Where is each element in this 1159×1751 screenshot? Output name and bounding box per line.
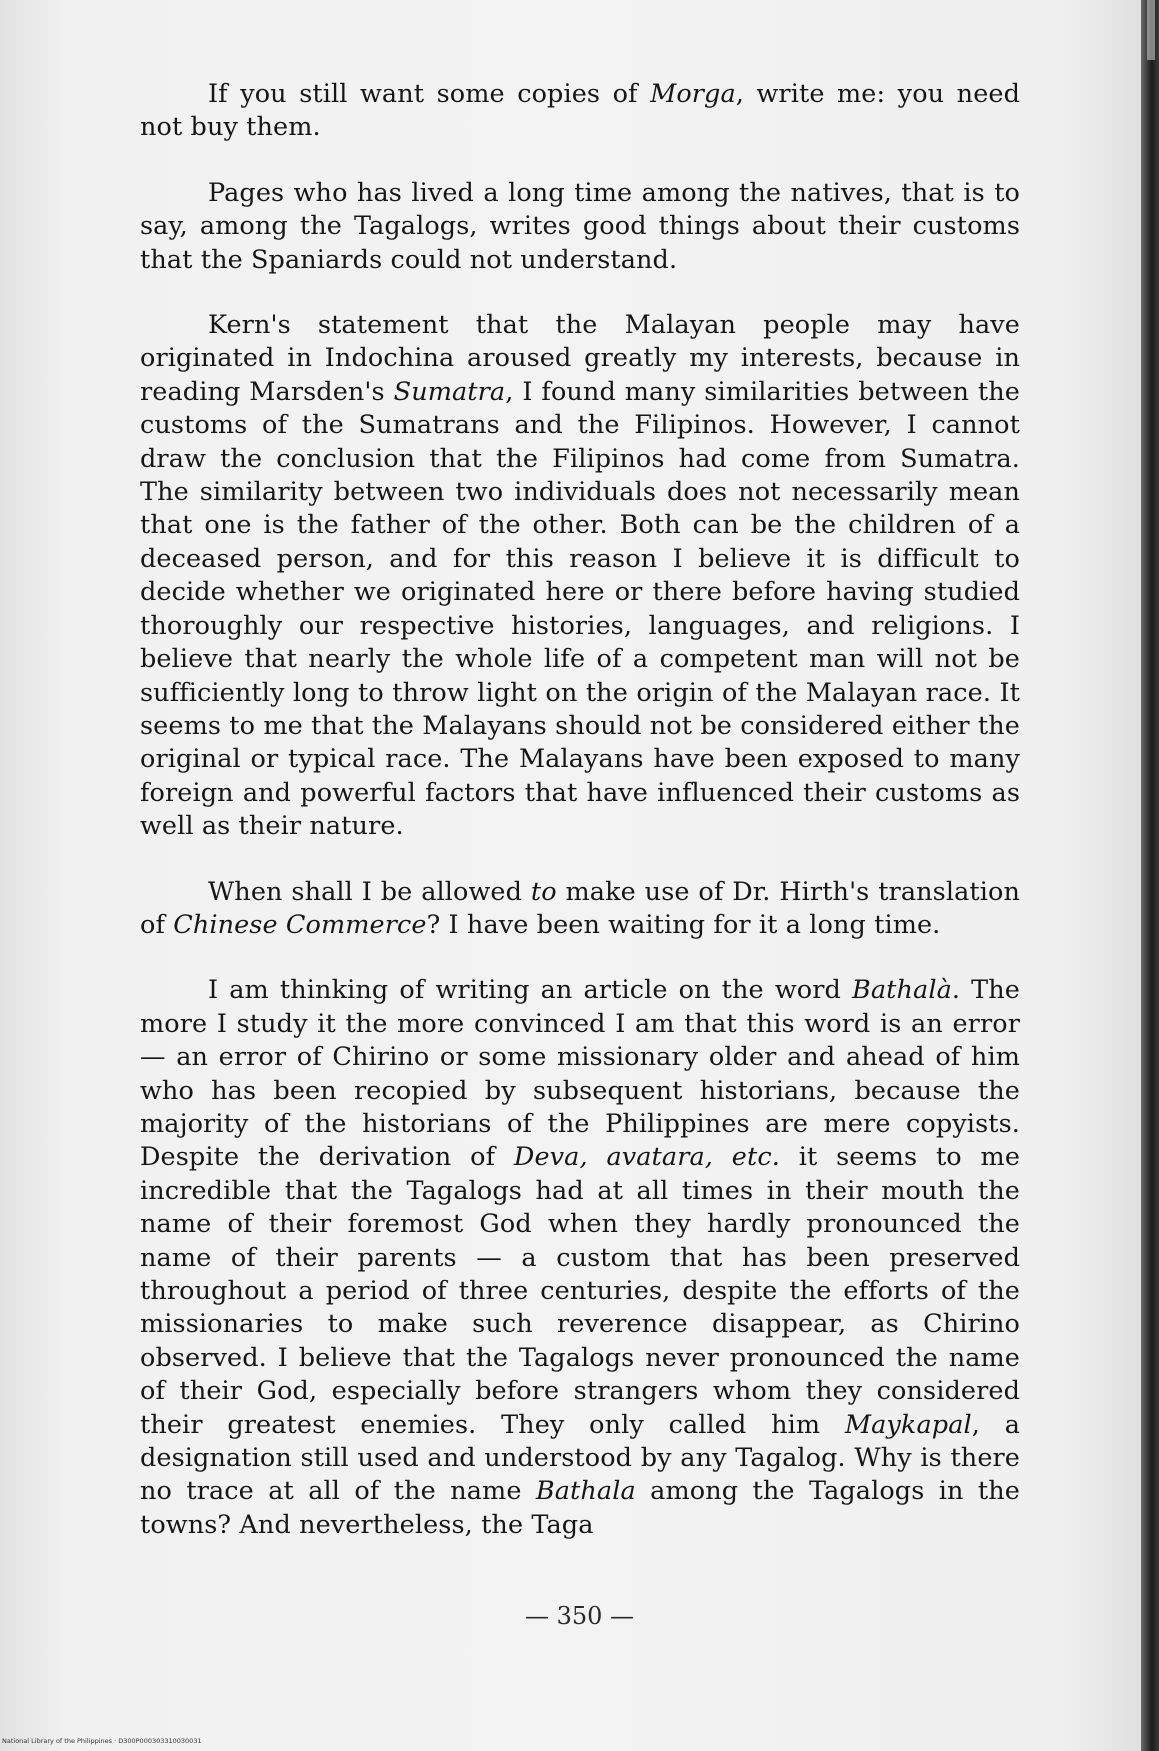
text-run: ? I have been waiting for it a long time. [426, 909, 941, 940]
italic-text: Chinese Commerce [173, 909, 427, 940]
text-run: Pages who has lived a long time among the natives, that is to say, among the Tagalogs, writes good things about their customs that the Spaniards could not understand. [140, 177, 1020, 275]
italic-text: Deva, avatara, etc. [513, 1142, 780, 1173]
archive-footer-note: National Library of the Philippines · D300P000303310030031 [2, 1737, 202, 1745]
text-run: If you still want some copies of [208, 79, 651, 109]
text-run: I am thinking of writing an article on the word [208, 975, 852, 1006]
text-run: it seems to me incredible that the Tagalogs had at all times in their mouth the name of their foremost God when they hardly pronounced the name of their parents — a custom that has been preserved throughout a period of three centuries, despite the efforts of the missionaries to make such reverence disappear, as Chirino observed. I believe that the Tagalogs never pronounced the name of their God, especially before strangers whom they considered their greatest enemies. They only called him [140, 1142, 1021, 1440]
text-run: When shall I be allowed [208, 876, 531, 907]
paragraph-2 [140, 177, 1020, 277]
italic-text: Sumatra [393, 376, 506, 407]
italic-text: Bathala [535, 1476, 636, 1507]
text-run: , write me: you need not buy them. [140, 79, 1020, 143]
text-run: make use of Dr. Hirth's translation of [140, 876, 1020, 940]
paragraph-4 [140, 876, 1020, 943]
text-run: , I found many similarities between the customs of the Sumatrans and the Filipinos. However, I cannot draw the conclusion that the Filipinos had come from Sumatra. The similarity between two individuals does not necessarily mean that one is the father of the other. Both can be the children of a deceased person, and for this reason I believe it is difficult to decide whether we originated here or there before having studied thoroughly our respective histories, languages, and religions. I believe that nearly the whole life of a competent man will not be sufficiently long to throw light on the origin of the Malayan race. It seems to me that the Malayans should not be considered either the original or typical race. The Malayans have been exposed to many foreign and powerful factors that have influenced their customs as well as their nature. [140, 376, 1020, 842]
paragraph-1 [140, 78, 1020, 145]
paragraph-5 [140, 974, 1020, 1542]
scan-edge-mark [1147, 0, 1155, 60]
paragraph-3 [140, 309, 1020, 844]
text-run: , a designation still used and understood by any Tagalog. Why is there no trace at all of the name [140, 1409, 1020, 1507]
text-run: among the Tagalogs in the towns? And nevertheless, the Taga [140, 1476, 1020, 1540]
italic-text: Bathalà [852, 975, 952, 1006]
document-body [140, 78, 1020, 1574]
italic-text: Maykapal [844, 1409, 972, 1440]
italic-text: Morga [650, 79, 736, 109]
scan-edge-shadow [1141, 0, 1159, 1751]
text-run: . The more I study it the more convinced I am that this word is an error — an error of Chirino or some missionary older and ahead of him who has been recopied by subsequent historians, because the majority of the historians of the Philippines are mere copyists. Despite the derivation of [140, 975, 1020, 1173]
page-number: — 350 — [524, 1602, 635, 1630]
text-run: Kern's statement that the Malayan people may have originated in Indochina aroused greatly my interests, because in reading Marsden's [140, 310, 1020, 407]
italic-text: to [530, 876, 557, 907]
